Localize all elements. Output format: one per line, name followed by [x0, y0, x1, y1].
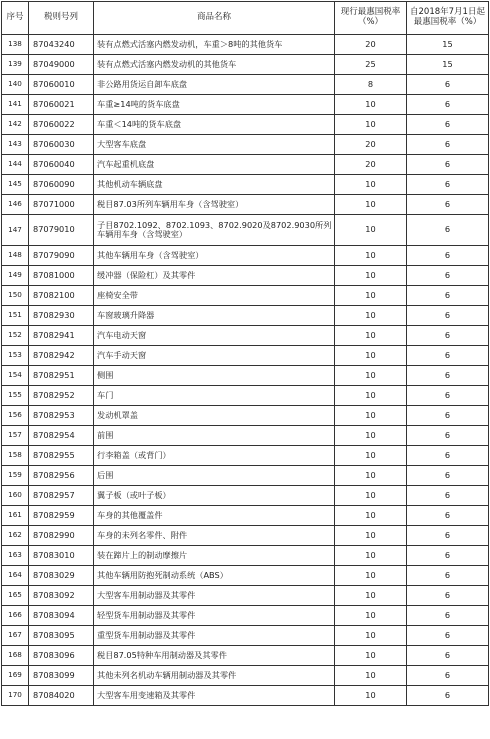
- table-row: [2, 486, 489, 506]
- row-index: 140: [2, 75, 29, 95]
- row-new-rate: 6: [407, 506, 489, 526]
- row-tariff-code: 87082942: [29, 346, 94, 366]
- row-index: 146: [2, 195, 29, 215]
- row-tariff-code: 87082951: [29, 366, 94, 386]
- row-new-rate: 6: [407, 95, 489, 115]
- row-new-rate: 6: [407, 366, 489, 386]
- tariff-table-container: [1, 1, 488, 706]
- row-product-name: 车重＜14吨的货车底盘: [94, 115, 335, 135]
- row-product-name: 汽车手动天窗: [94, 346, 335, 366]
- row-new-rate: 6: [407, 175, 489, 195]
- table-row: [2, 506, 489, 526]
- row-tariff-code: 87060090: [29, 175, 94, 195]
- row-tariff-code: 87082952: [29, 386, 94, 406]
- row-tariff-code: 87082959: [29, 506, 94, 526]
- table-row: [2, 75, 489, 95]
- row-product-name: 车门: [94, 386, 335, 406]
- row-tariff-code: 87081000: [29, 266, 94, 286]
- row-tariff-code: 87043240: [29, 35, 94, 55]
- row-tariff-code: 87083029: [29, 566, 94, 586]
- table-row: [2, 155, 489, 175]
- row-product-name: 重型货车用制动器及其零件: [94, 626, 335, 646]
- row-current-rate: 10: [335, 326, 407, 346]
- table-body: [2, 35, 489, 706]
- row-product-name: 大型客车用变速箱及其零件: [94, 686, 335, 706]
- row-tariff-code: 87079090: [29, 246, 94, 266]
- row-product-name: 装有点燃式活塞内燃发动机的其他货车: [94, 55, 335, 75]
- row-current-rate: 10: [335, 175, 407, 195]
- table-row: [2, 95, 489, 115]
- row-new-rate: 6: [407, 546, 489, 566]
- row-tariff-code: 87060040: [29, 155, 94, 175]
- row-product-name: 车窗玻璃升降器: [94, 306, 335, 326]
- row-new-rate: 6: [407, 646, 489, 666]
- row-current-rate: 20: [335, 135, 407, 155]
- row-product-name: 税目87.05特种车用制动器及其零件: [94, 646, 335, 666]
- row-product-name: 其他未列名机动车辆用制动器及其零件: [94, 666, 335, 686]
- row-product-name: 后围: [94, 466, 335, 486]
- row-new-rate: 6: [407, 606, 489, 626]
- row-index: 163: [2, 546, 29, 566]
- table-row: [2, 195, 489, 215]
- row-current-rate: 25: [335, 55, 407, 75]
- row-tariff-code: 87060030: [29, 135, 94, 155]
- row-index: 160: [2, 486, 29, 506]
- row-tariff-code: 87082100: [29, 286, 94, 306]
- row-current-rate: 8: [335, 75, 407, 95]
- row-index: 161: [2, 506, 29, 526]
- row-current-rate: 10: [335, 215, 407, 246]
- row-index: 153: [2, 346, 29, 366]
- row-new-rate: 6: [407, 115, 489, 135]
- row-tariff-code: 87060010: [29, 75, 94, 95]
- row-tariff-code: 87079010: [29, 215, 94, 246]
- row-current-rate: 10: [335, 306, 407, 326]
- row-tariff-code: 87060021: [29, 95, 94, 115]
- row-tariff-code: 87082957: [29, 486, 94, 506]
- row-current-rate: 10: [335, 586, 407, 606]
- row-new-rate: 6: [407, 306, 489, 326]
- table-row: [2, 546, 489, 566]
- table-row: [2, 386, 489, 406]
- row-index: 151: [2, 306, 29, 326]
- row-product-name: 汽车起重机底盘: [94, 155, 335, 175]
- row-index: 164: [2, 566, 29, 586]
- table-row: [2, 566, 489, 586]
- row-tariff-code: 87083092: [29, 586, 94, 606]
- row-index: 139: [2, 55, 29, 75]
- row-product-name: 轻型货车用制动器及其零件: [94, 606, 335, 626]
- row-new-rate: 6: [407, 526, 489, 546]
- row-new-rate: 6: [407, 75, 489, 95]
- row-index: 141: [2, 95, 29, 115]
- table-row: [2, 306, 489, 326]
- row-index: 138: [2, 35, 29, 55]
- row-product-name: 汽车电动天窗: [94, 326, 335, 346]
- header-current-rate: 现行最惠国税率（%）: [335, 2, 407, 35]
- row-tariff-code: 87083010: [29, 546, 94, 566]
- row-index: 155: [2, 386, 29, 406]
- row-index: 143: [2, 135, 29, 155]
- table-row: [2, 526, 489, 546]
- row-tariff-code: 87049000: [29, 55, 94, 75]
- row-new-rate: 6: [407, 286, 489, 306]
- table-row: [2, 286, 489, 306]
- row-current-rate: 10: [335, 115, 407, 135]
- row-new-rate: 6: [407, 246, 489, 266]
- row-tariff-code: 87082954: [29, 426, 94, 446]
- row-current-rate: 10: [335, 366, 407, 386]
- row-tariff-code: 87082930: [29, 306, 94, 326]
- tariff-table: [1, 1, 489, 706]
- row-current-rate: 10: [335, 646, 407, 666]
- table-row: [2, 115, 489, 135]
- row-tariff-code: 87082990: [29, 526, 94, 546]
- row-current-rate: 10: [335, 666, 407, 686]
- row-product-name: 前围: [94, 426, 335, 446]
- row-tariff-code: 87083099: [29, 666, 94, 686]
- row-product-name: 其他车辆用防抱死制动系统（ABS）: [94, 566, 335, 586]
- row-tariff-code: 87082953: [29, 406, 94, 426]
- row-new-rate: 6: [407, 566, 489, 586]
- row-product-name: 非公路用货运自卸车底盘: [94, 75, 335, 95]
- row-product-name: 座椅安全带: [94, 286, 335, 306]
- row-new-rate: 6: [407, 466, 489, 486]
- row-index: 170: [2, 686, 29, 706]
- row-current-rate: 10: [335, 286, 407, 306]
- row-product-name: 装在蹄片上的制动摩擦片: [94, 546, 335, 566]
- row-tariff-code: 87082956: [29, 466, 94, 486]
- row-tariff-code: 87083094: [29, 606, 94, 626]
- row-index: 142: [2, 115, 29, 135]
- row-new-rate: 6: [407, 266, 489, 286]
- row-index: 150: [2, 286, 29, 306]
- row-index: 167: [2, 626, 29, 646]
- row-new-rate: 15: [407, 55, 489, 75]
- row-product-name: 车重≥14吨的货车底盘: [94, 95, 335, 115]
- row-index: 148: [2, 246, 29, 266]
- row-current-rate: 10: [335, 386, 407, 406]
- row-new-rate: 6: [407, 446, 489, 466]
- table-row: [2, 426, 489, 446]
- row-tariff-code: 87084020: [29, 686, 94, 706]
- row-current-rate: 10: [335, 346, 407, 366]
- table-row: [2, 35, 489, 55]
- row-current-rate: 10: [335, 246, 407, 266]
- table-row: [2, 666, 489, 686]
- row-tariff-code: 87083096: [29, 646, 94, 666]
- row-current-rate: 10: [335, 406, 407, 426]
- row-current-rate: 10: [335, 506, 407, 526]
- row-new-rate: 6: [407, 326, 489, 346]
- row-product-name: 税目87.03所列车辆用车身（含驾驶室）: [94, 195, 335, 215]
- row-index: 149: [2, 266, 29, 286]
- row-product-name: 缓冲器（保险杠）及其零件: [94, 266, 335, 286]
- row-product-name: 其他车辆用车身（含驾驶室）: [94, 246, 335, 266]
- row-new-rate: 6: [407, 386, 489, 406]
- row-current-rate: 20: [335, 35, 407, 55]
- table-row: [2, 326, 489, 346]
- row-current-rate: 10: [335, 526, 407, 546]
- row-new-rate: 6: [407, 406, 489, 426]
- row-current-rate: 10: [335, 546, 407, 566]
- row-current-rate: 10: [335, 626, 407, 646]
- row-index: 144: [2, 155, 29, 175]
- row-tariff-code: 87082955: [29, 446, 94, 466]
- row-product-name: 翼子板（或叶子板）: [94, 486, 335, 506]
- row-index: 165: [2, 586, 29, 606]
- row-index: 157: [2, 426, 29, 446]
- table-row: [2, 406, 489, 426]
- row-current-rate: 10: [335, 426, 407, 446]
- row-index: 147: [2, 215, 29, 246]
- row-product-name: 其他机动车辆底盘: [94, 175, 335, 195]
- table-row: [2, 606, 489, 626]
- header-new-rate: 自2018年7月1日起最惠国税率（%）: [407, 2, 489, 35]
- row-new-rate: 6: [407, 426, 489, 446]
- table-row: [2, 626, 489, 646]
- row-new-rate: 6: [407, 195, 489, 215]
- row-current-rate: 10: [335, 466, 407, 486]
- row-index: 169: [2, 666, 29, 686]
- row-product-name: 发动机罩盖: [94, 406, 335, 426]
- table-row: [2, 686, 489, 706]
- table-row: [2, 446, 489, 466]
- row-new-rate: 6: [407, 686, 489, 706]
- table-row: [2, 586, 489, 606]
- row-new-rate: 15: [407, 35, 489, 55]
- row-tariff-code: 87071000: [29, 195, 94, 215]
- row-index: 166: [2, 606, 29, 626]
- row-index: 152: [2, 326, 29, 346]
- row-new-rate: 6: [407, 486, 489, 506]
- row-product-name: 大型客车用制动器及其零件: [94, 586, 335, 606]
- table-row: [2, 135, 489, 155]
- row-index: 162: [2, 526, 29, 546]
- row-new-rate: 6: [407, 215, 489, 246]
- row-new-rate: 6: [407, 626, 489, 646]
- row-tariff-code: 87060022: [29, 115, 94, 135]
- row-current-rate: 10: [335, 446, 407, 466]
- row-product-name: 行李箱盖（或背门）: [94, 446, 335, 466]
- row-index: 145: [2, 175, 29, 195]
- row-current-rate: 10: [335, 195, 407, 215]
- row-current-rate: 10: [335, 486, 407, 506]
- row-new-rate: 6: [407, 155, 489, 175]
- row-product-name: 子目8702.1092、8702.1093、8702.9020及8702.9030所列车辆用车身（含驾驶室）: [94, 215, 335, 246]
- row-product-name: 车身的未列名零件、附件: [94, 526, 335, 546]
- row-index: 159: [2, 466, 29, 486]
- row-current-rate: 10: [335, 686, 407, 706]
- table-row: [2, 346, 489, 366]
- row-index: 156: [2, 406, 29, 426]
- table-row: [2, 366, 489, 386]
- table-row: [2, 55, 489, 75]
- row-index: 154: [2, 366, 29, 386]
- row-product-name: 侧围: [94, 366, 335, 386]
- table-row: [2, 175, 489, 195]
- table-row: [2, 646, 489, 666]
- row-new-rate: 6: [407, 666, 489, 686]
- table-header-row: [2, 2, 489, 35]
- row-tariff-code: 87082941: [29, 326, 94, 346]
- header-product-name: 商品名称: [94, 2, 335, 35]
- row-current-rate: 10: [335, 266, 407, 286]
- row-index: 168: [2, 646, 29, 666]
- row-product-name: 大型客车底盘: [94, 135, 335, 155]
- row-tariff-code: 87083095: [29, 626, 94, 646]
- row-current-rate: 20: [335, 155, 407, 175]
- table-row: [2, 266, 489, 286]
- row-current-rate: 10: [335, 606, 407, 626]
- table-row: [2, 215, 489, 246]
- row-index: 158: [2, 446, 29, 466]
- table-row: [2, 246, 489, 266]
- row-new-rate: 6: [407, 346, 489, 366]
- table-row: [2, 466, 489, 486]
- header-tariff-code: 税则号列: [29, 2, 94, 35]
- header-index: 序号: [2, 2, 29, 35]
- row-product-name: 车身的其他覆盖件: [94, 506, 335, 526]
- row-new-rate: 6: [407, 586, 489, 606]
- row-current-rate: 10: [335, 566, 407, 586]
- row-current-rate: 10: [335, 95, 407, 115]
- row-product-name: 装有点燃式活塞内燃发动机，车重＞8吨的其他货车: [94, 35, 335, 55]
- row-new-rate: 6: [407, 135, 489, 155]
